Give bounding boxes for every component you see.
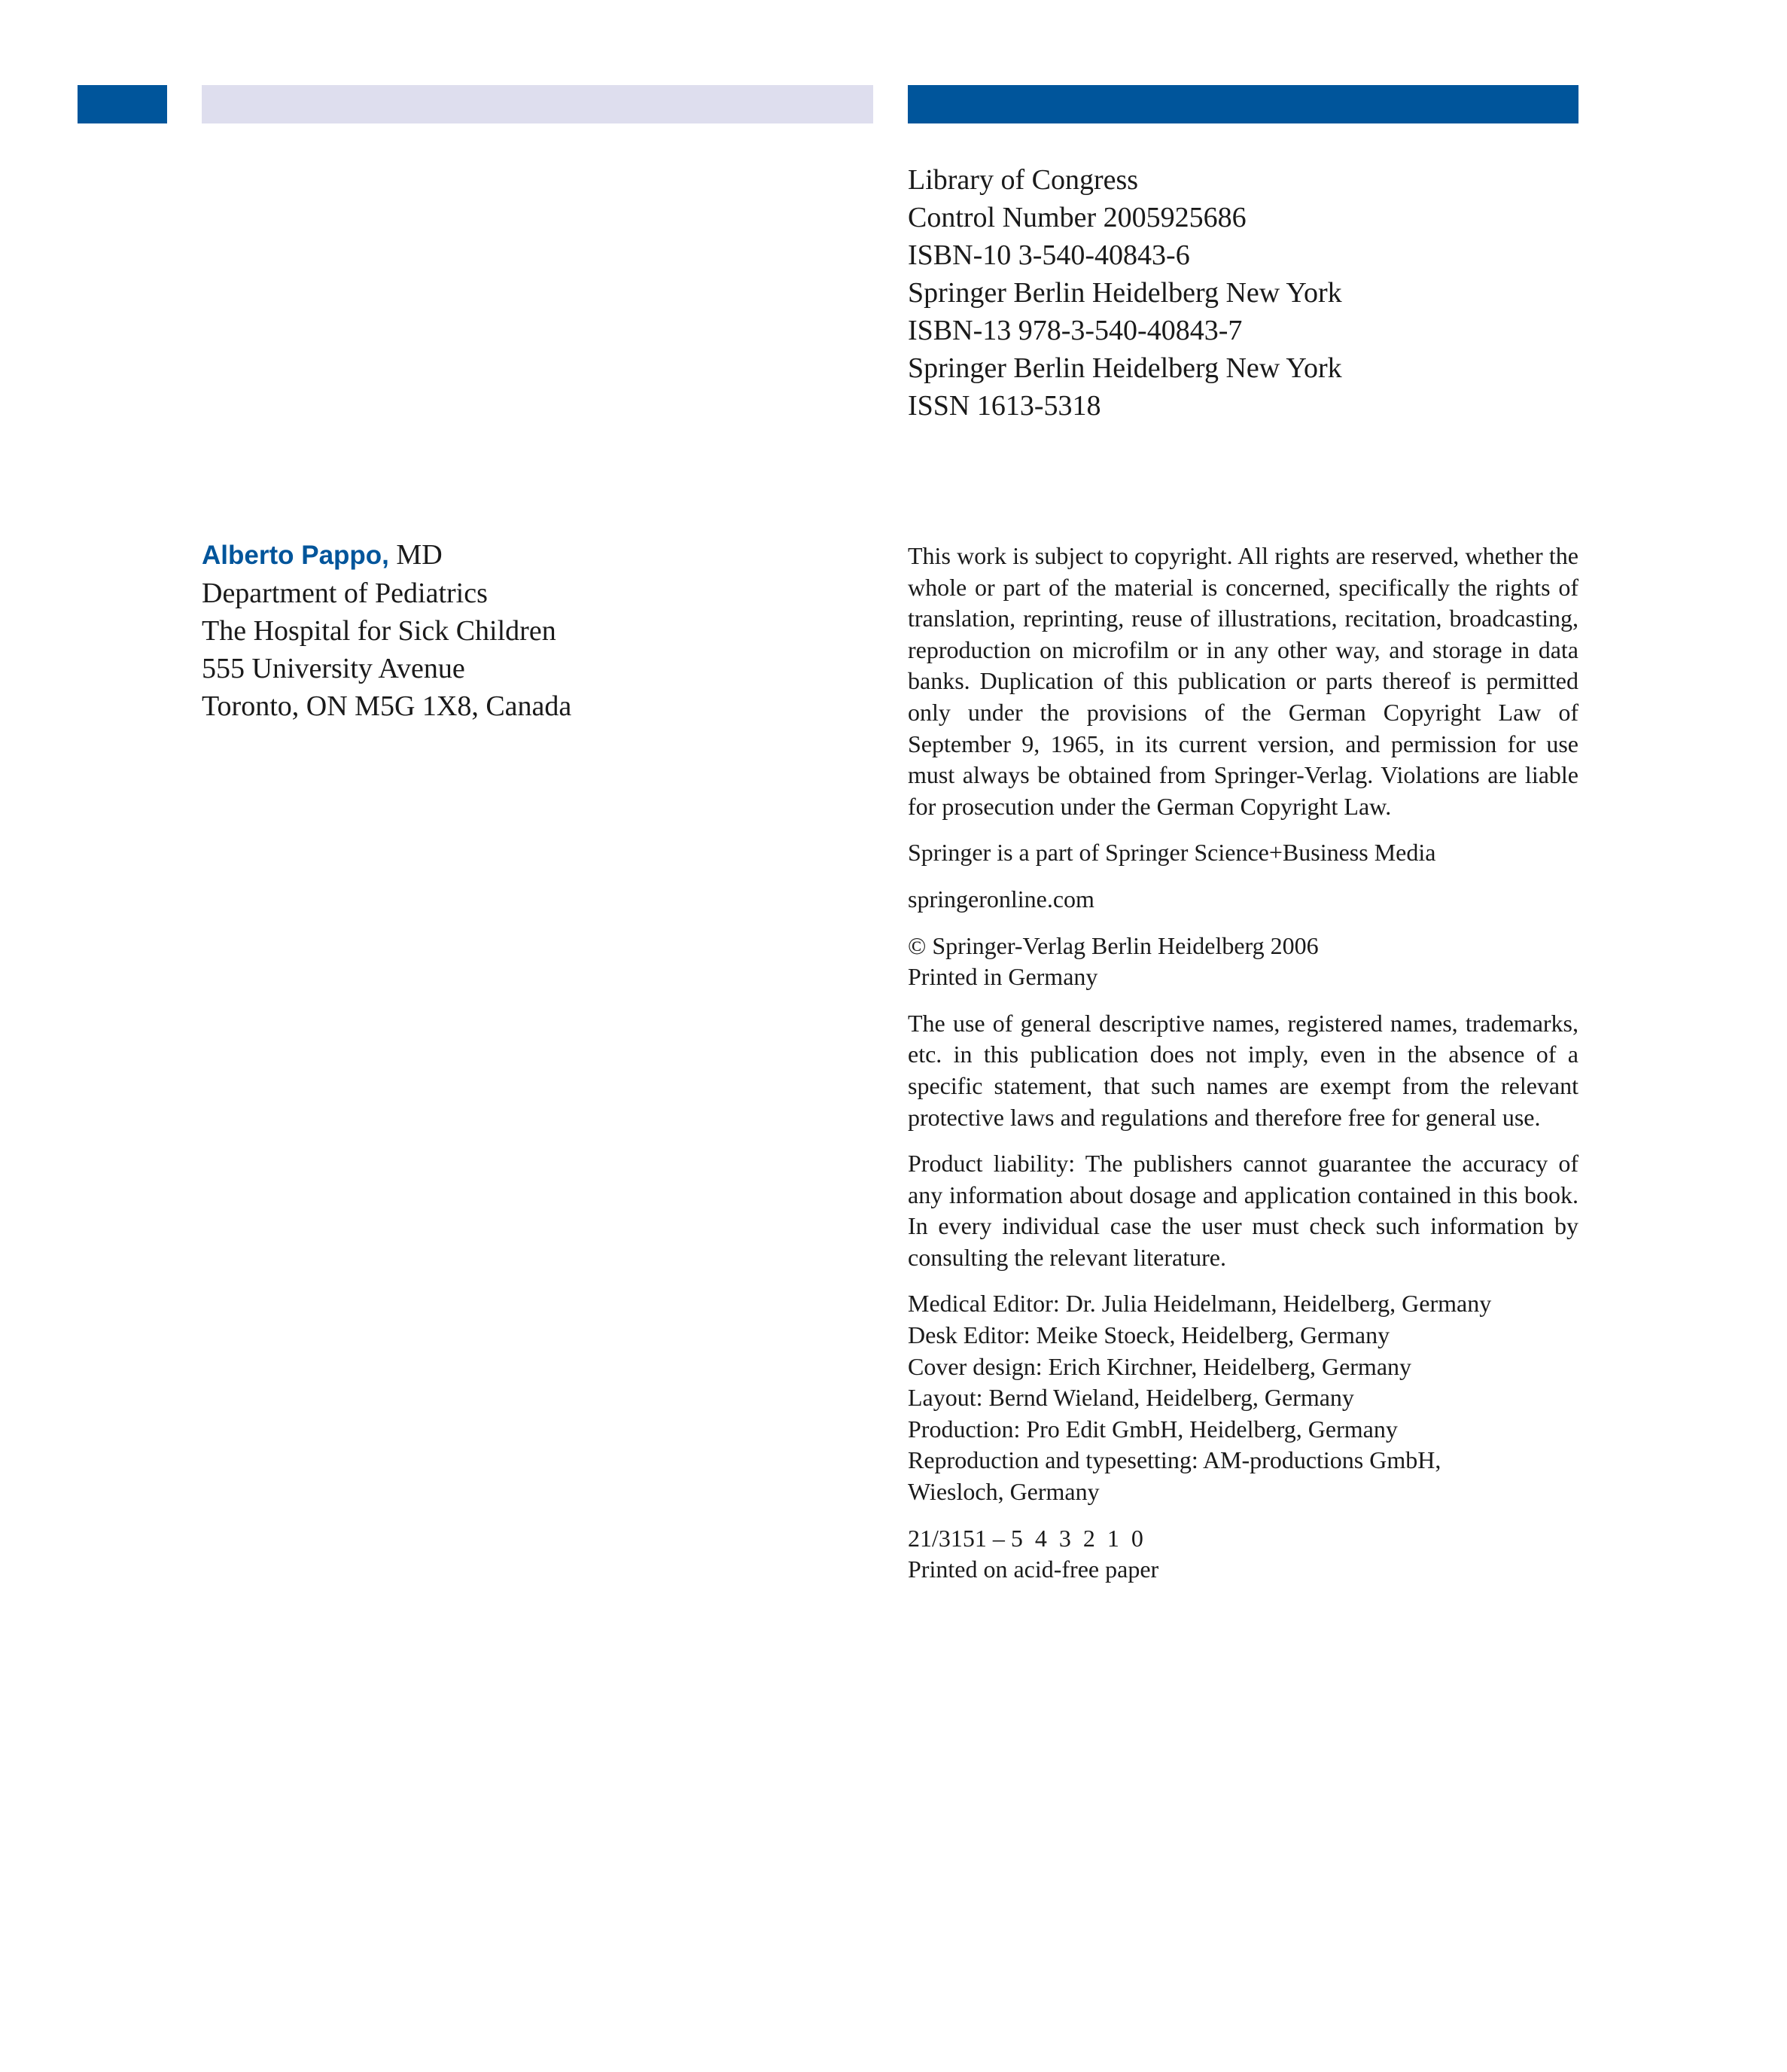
library-line: Library of Congress	[908, 164, 1139, 196]
website: springeronline.com	[908, 885, 1094, 913]
springer-part-statement: Springer is a part of Springer Science+Business Media	[908, 839, 1436, 867]
product-liability-notice: Product liability: The publishers cannot guarantee the accuracy of any information about dosage and application contained in this book. In every individual case the user must check such information by consulting the relevant literature.	[908, 1150, 1578, 1271]
credit-line: Cover design: Erich Kirchner, Heidelberg, Germany	[908, 1352, 1412, 1380]
imprint-block	[908, 541, 1578, 1601]
credit-line: Desk Editor: Meike Stoeck, Heidelberg, Germany	[908, 1321, 1390, 1349]
print-code: 21/3151 – 5 4 3 2 1 0	[908, 1524, 1143, 1552]
credit-line: Production: Pro Edit GmbH, Heidelberg, Germany	[908, 1415, 1398, 1443]
library-line: Control Number 2005925686	[908, 202, 1247, 233]
author-heading	[202, 536, 571, 574]
paper-note: Printed on acid-free paper	[908, 1556, 1159, 1583]
author-address-line: Department of Pediatrics	[202, 577, 488, 609]
descriptive-names-notice: The use of general descriptive names, registered names, trademarks, etc. in this publication does not imply, even in the absence of a specific statement, that such names are exempt from the relevant protective laws and regulations and therefore free for general use.	[908, 1009, 1578, 1131]
author-address-line: The Hospital for Sick Children	[202, 615, 556, 647]
library-line: ISBN-13 978-3-540-40843-7	[908, 315, 1243, 346]
credit-line: Wiesloch, Germany	[908, 1478, 1100, 1506]
library-line: ISBN-10 3-540-40843-6	[908, 239, 1190, 271]
author-name: Alberto Pappo,	[202, 541, 389, 570]
header-bar-middle	[202, 85, 873, 123]
printed-in: Printed in Germany	[908, 963, 1098, 991]
library-line: ISSN 1613-5318	[908, 390, 1101, 422]
credit-line: Medical Editor: Dr. Julia Heidelmann, Heidelberg, Germany	[908, 1290, 1492, 1318]
library-line: Springer Berlin Heidelberg New York	[908, 277, 1342, 309]
author-address-line: 555 University Avenue	[202, 653, 465, 684]
copyright-line: © Springer-Verlag Berlin Heidelberg 2006	[908, 931, 1319, 959]
credit-line: Layout: Bernd Wieland, Heidelberg, Germany	[908, 1384, 1354, 1412]
library-of-congress-block	[908, 161, 1342, 425]
author-degree: MD	[388, 539, 443, 571]
credit-line: Reproduction and typesetting: AM-productions GmbH,	[908, 1446, 1441, 1474]
library-line: Springer Berlin Heidelberg New York	[908, 352, 1342, 384]
author-address-line: Toronto, ON M5G 1X8, Canada	[202, 690, 572, 722]
author-block	[202, 536, 571, 725]
header-bar-right	[908, 85, 1578, 123]
header-bar-left	[78, 85, 167, 123]
print-info	[908, 1523, 1578, 1586]
copyright-group	[908, 931, 1578, 993]
copyright-notice: This work is subject to copyright. All rights are reserved, whether the whole or part of the material is concerned, specifically the rights of translation, reprinting, reuse of illustrations, recitation, broadcasting, reproduction on microfilm or in any other way, and storage in data banks. Duplication of this publication or parts thereof is permitted only under the provisions of the German Copyright Law of September 9, 1965, in its current version, and permission for use must always be obtained from Springer-Verlag. Violations are liable for prosecution under the German Copyright Law.	[908, 542, 1578, 820]
credits-list	[908, 1288, 1578, 1507]
